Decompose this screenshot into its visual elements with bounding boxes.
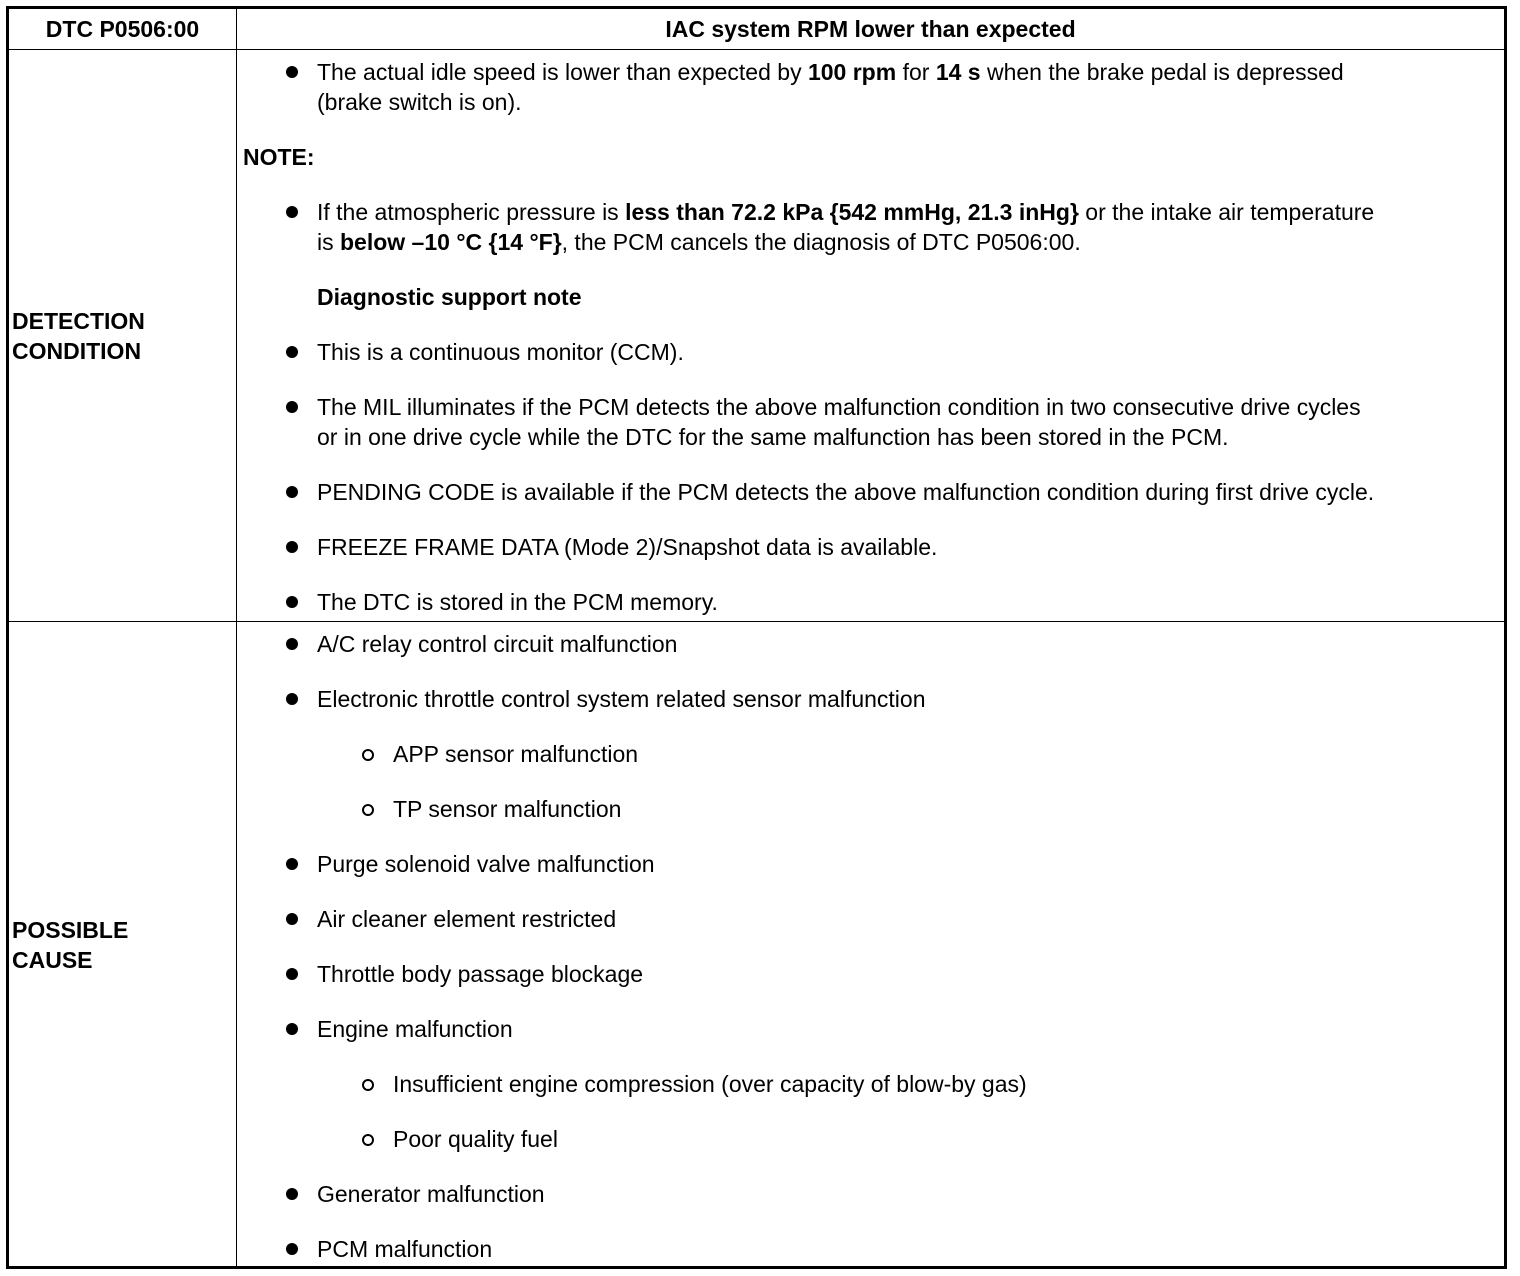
bullet-icon bbox=[286, 1243, 298, 1255]
cause-item: Engine malfunction bbox=[317, 1016, 513, 1042]
support-line: The MIL illuminates if the PCM detects the above malfunction condition in two consecutive drive cycles bbox=[317, 394, 1361, 420]
sub-bullet-icon bbox=[362, 749, 374, 761]
bullet-icon bbox=[286, 346, 298, 358]
bullet-icon bbox=[286, 693, 298, 705]
cause-subitem: APP sensor malfunction bbox=[393, 741, 639, 767]
row-divider bbox=[9, 621, 1504, 622]
sub-bullet-icon bbox=[362, 1079, 374, 1091]
support-line: or in one drive cycle while the DTC for the same malfunction has been stored in the PCM. bbox=[317, 424, 1229, 450]
support-item: PENDING CODE is available if the PCM detects the above malfunction condition during first drive cycle. bbox=[317, 479, 1375, 505]
support-note-heading: Diagnostic support note bbox=[317, 284, 582, 310]
support-item: The DTC is stored in the PCM memory. bbox=[317, 589, 718, 615]
detection-condition-label bbox=[12, 306, 145, 366]
cause-item: Air cleaner element restricted bbox=[317, 906, 617, 932]
support-item: FREEZE FRAME DATA (Mode 2)/Snapshot data is available. bbox=[317, 534, 938, 560]
detection-item bbox=[317, 57, 1344, 117]
dtc-title-header: IAC system RPM lower than expected bbox=[665, 16, 1076, 42]
cause-item: Throttle body passage blockage bbox=[317, 961, 644, 987]
sub-bullet-icon bbox=[362, 804, 374, 816]
bullet-icon bbox=[286, 401, 298, 413]
dtc-table bbox=[6, 6, 1507, 1269]
support-item bbox=[317, 392, 1361, 452]
detection-line: (brake switch is on). bbox=[317, 89, 522, 115]
bullet-icon bbox=[286, 968, 298, 980]
bullet-icon bbox=[286, 596, 298, 608]
bullet-icon bbox=[286, 1023, 298, 1035]
possible-cause-label bbox=[12, 915, 128, 975]
cause-item: A/C relay control circuit malfunction bbox=[317, 631, 678, 657]
note-line: If the atmospheric pressure is less than 72.2 kPa {542 mmHg, 21.3 inHg} or the intake air temperature bbox=[317, 199, 1375, 225]
bullet-icon bbox=[286, 66, 298, 78]
cause-subitem: Insufficient engine compression (over capacity of blow-by gas) bbox=[393, 1071, 1027, 1097]
detection-line: The actual idle speed is lower than expected by 100 rpm for 14 s when the brake pedal is depressed bbox=[317, 59, 1344, 85]
note-line: is below –10 °C {14 °F}, the PCM cancels the diagnosis of DTC P0506:00. bbox=[317, 229, 1081, 255]
cause-item: Electronic throttle control system related sensor malfunction bbox=[317, 686, 926, 712]
column-divider bbox=[236, 9, 237, 1266]
cause-item: Generator malfunction bbox=[317, 1181, 545, 1207]
label-line: POSSIBLE bbox=[12, 917, 129, 943]
sub-bullet-icon bbox=[362, 1134, 374, 1146]
cause-subitem: Poor quality fuel bbox=[393, 1126, 558, 1152]
bullet-icon bbox=[286, 486, 298, 498]
label-line: CAUSE bbox=[12, 947, 93, 973]
note-heading: NOTE: bbox=[243, 144, 315, 170]
bullet-icon bbox=[286, 858, 298, 870]
bullet-icon bbox=[286, 1188, 298, 1200]
cause-item: Purge solenoid valve malfunction bbox=[317, 851, 655, 877]
cause-item: PCM malfunction bbox=[317, 1236, 493, 1262]
header-divider bbox=[9, 49, 1504, 50]
bullet-icon bbox=[286, 206, 298, 218]
label-line: DETECTION bbox=[12, 308, 145, 334]
bullet-icon bbox=[286, 913, 298, 925]
label-line: CONDITION bbox=[12, 338, 142, 364]
dtc-code-header: DTC P0506:00 bbox=[45, 16, 200, 42]
note-item bbox=[317, 197, 1374, 257]
cause-subitem: TP sensor malfunction bbox=[393, 796, 622, 822]
support-item: This is a continuous monitor (CCM). bbox=[317, 339, 684, 365]
bullet-icon bbox=[286, 638, 298, 650]
bullet-icon bbox=[286, 541, 298, 553]
